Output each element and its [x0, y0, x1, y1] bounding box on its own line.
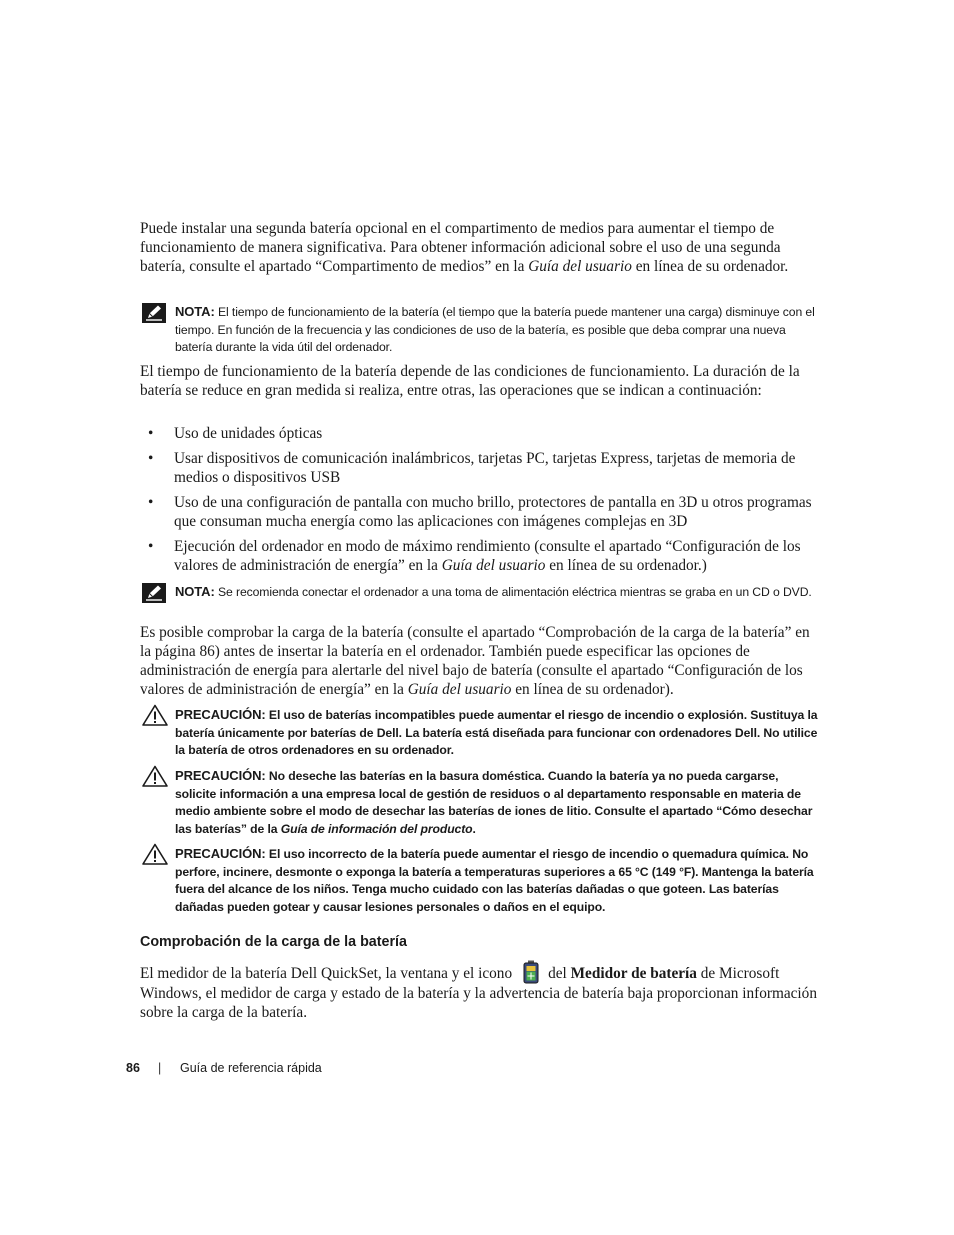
section-heading: Comprobación de la carga de la batería [140, 934, 407, 950]
caution-label: PRECAUCIÓN: [175, 846, 266, 861]
footer-title: Guía de referencia rápida [180, 1061, 322, 1075]
list-item: • Usar dispositivos de comunicación inalámbricos, tarjetas PC, tarjetas Express, tarjetas de memoria de medios o dispositivos USB [148, 450, 796, 486]
page-number: 86 [126, 1061, 140, 1075]
paragraph-text: Puede instalar una segunda batería opcional en el compartimento de medios para aumentar el tiempo de funcionamiento de manera significativa. Para obtener información adicional sobre el uso de una segunda batería, consulte el apartado “Compartimento de medios” en la [140, 220, 781, 275]
list-item: • Ejecución del ordenador en modo de máximo rendimiento (consulte el apartado “Configuración de los valores de administración de energía” en la Guía del usuario en línea de su ordenador.) [148, 538, 801, 574]
warning-triangle-icon [142, 843, 168, 865]
caution-text: PRECAUCIÓN: No deseche las baterías en la basura doméstica. Cuando la batería ya no pueda cargarse, solicite información a una empresa local de gestión de residuos o al departamento responsable en materia de medio ambiente sobre el modo de desechar las baterías de iones de litio. Consulte el apartado “Cómo desechar las baterías” de la Guía de información del producto. [175, 768, 813, 836]
paragraph-operating-conditions: El tiempo de funcionamiento de la batería depende de las condiciones de funcionamiento. La duración de la batería se reduce en gran medida si realiza, entre otras, las operaciones que se indican a continuación: [140, 363, 800, 399]
warning-triangle-icon [142, 765, 168, 787]
paragraph-battery-meter: El medidor de la batería Dell QuickSet, la ventana y el icono del Medidor de batería de Microsoft Windows, el medidor de carga y estado de la batería y la advertencia de batería baja proporcionan información sobre la carga de la batería. [140, 960, 820, 1022]
caution-incompatible-batteries [140, 706, 820, 760]
caution-text: PRECAUCIÓN: El uso incorrecto de la batería puede aumentar el riesgo de incendio o quemadura química. No perfore, incinere, desmonte o exponga la batería a temperaturas superiores a 65 °C (149 °F). Mantenga la batería fuera del alcance de los niños. Tenga mucho cuidado con las baterías dañadas o que goteen. Las baterías dañadas pueden gotear y causar lesiones personales o daños en el equipo. [175, 846, 814, 914]
battery-meter-label: Medidor de batería [570, 965, 697, 982]
paragraph-text: en línea de su ordenador. [631, 258, 789, 275]
note-label: NOTA: [175, 304, 215, 319]
pencil-note-icon [142, 303, 166, 323]
bullet-list [140, 424, 820, 581]
caution-text: PRECAUCIÓN: El uso de baterías incompatibles puede aumentar el riesgo de incendio o explosión. Sustituya la batería únicamente por baterías de Dell. La batería está diseñada para funcionar con ordenadores Dell. No utilice la batería de otros ordenadores en su ordenador. [175, 707, 818, 758]
note-battery-life [140, 303, 820, 357]
footer-separator: | [158, 1061, 162, 1075]
list-item: • Uso de una configuración de pantalla con mucho brillo, protectores de pantalla en 3D u otros programas que consuman mucha energía como las aplicaciones con imágenes complejas en 3D [148, 494, 812, 530]
caution-disposal [140, 767, 820, 839]
note-label: NOTA: [175, 584, 215, 599]
caution-misuse [140, 845, 820, 917]
caution-label: PRECAUCIÓN: [175, 707, 266, 722]
note-cd-dvd [140, 583, 820, 619]
battery-meter-icon [520, 960, 542, 984]
warning-triangle-icon [142, 704, 168, 726]
list-item: • Uso de unidades ópticas [148, 425, 323, 442]
pencil-note-icon [142, 583, 166, 603]
paragraph-check-charge: Es posible comprobar la carga de la batería (consulte el apartado “Comprobación de la carga de la batería” en la página 86) antes de insertar la batería en el ordenador. También puede especificar las opciones de administración de energía para alertarle del nivel bajo de batería (consulte el apartado “Configuración de los valores de administración de energía” en la Guía del usuario en línea de su ordenador). [140, 624, 810, 698]
product-info-guide-ref: Guía de información del producto [280, 821, 473, 836]
caution-label: PRECAUCIÓN: [175, 768, 266, 783]
paragraph-intro [140, 219, 820, 276]
note-text: NOTA: Se recomienda conectar el ordenador a una toma de alimentación eléctrica mientras se graba en un CD o DVD. [175, 584, 812, 599]
user-guide-ref: Guía del usuario [528, 258, 632, 275]
note-text: NOTA: El tiempo de funcionamiento de la batería (el tiempo que la batería puede mantener una carga) disminuye con el tiempo. En función de la frecuencia y las condiciones de uso de la batería, es posible que deba comprar una nueva batería durante la vida útil del ordenador. [175, 304, 815, 355]
